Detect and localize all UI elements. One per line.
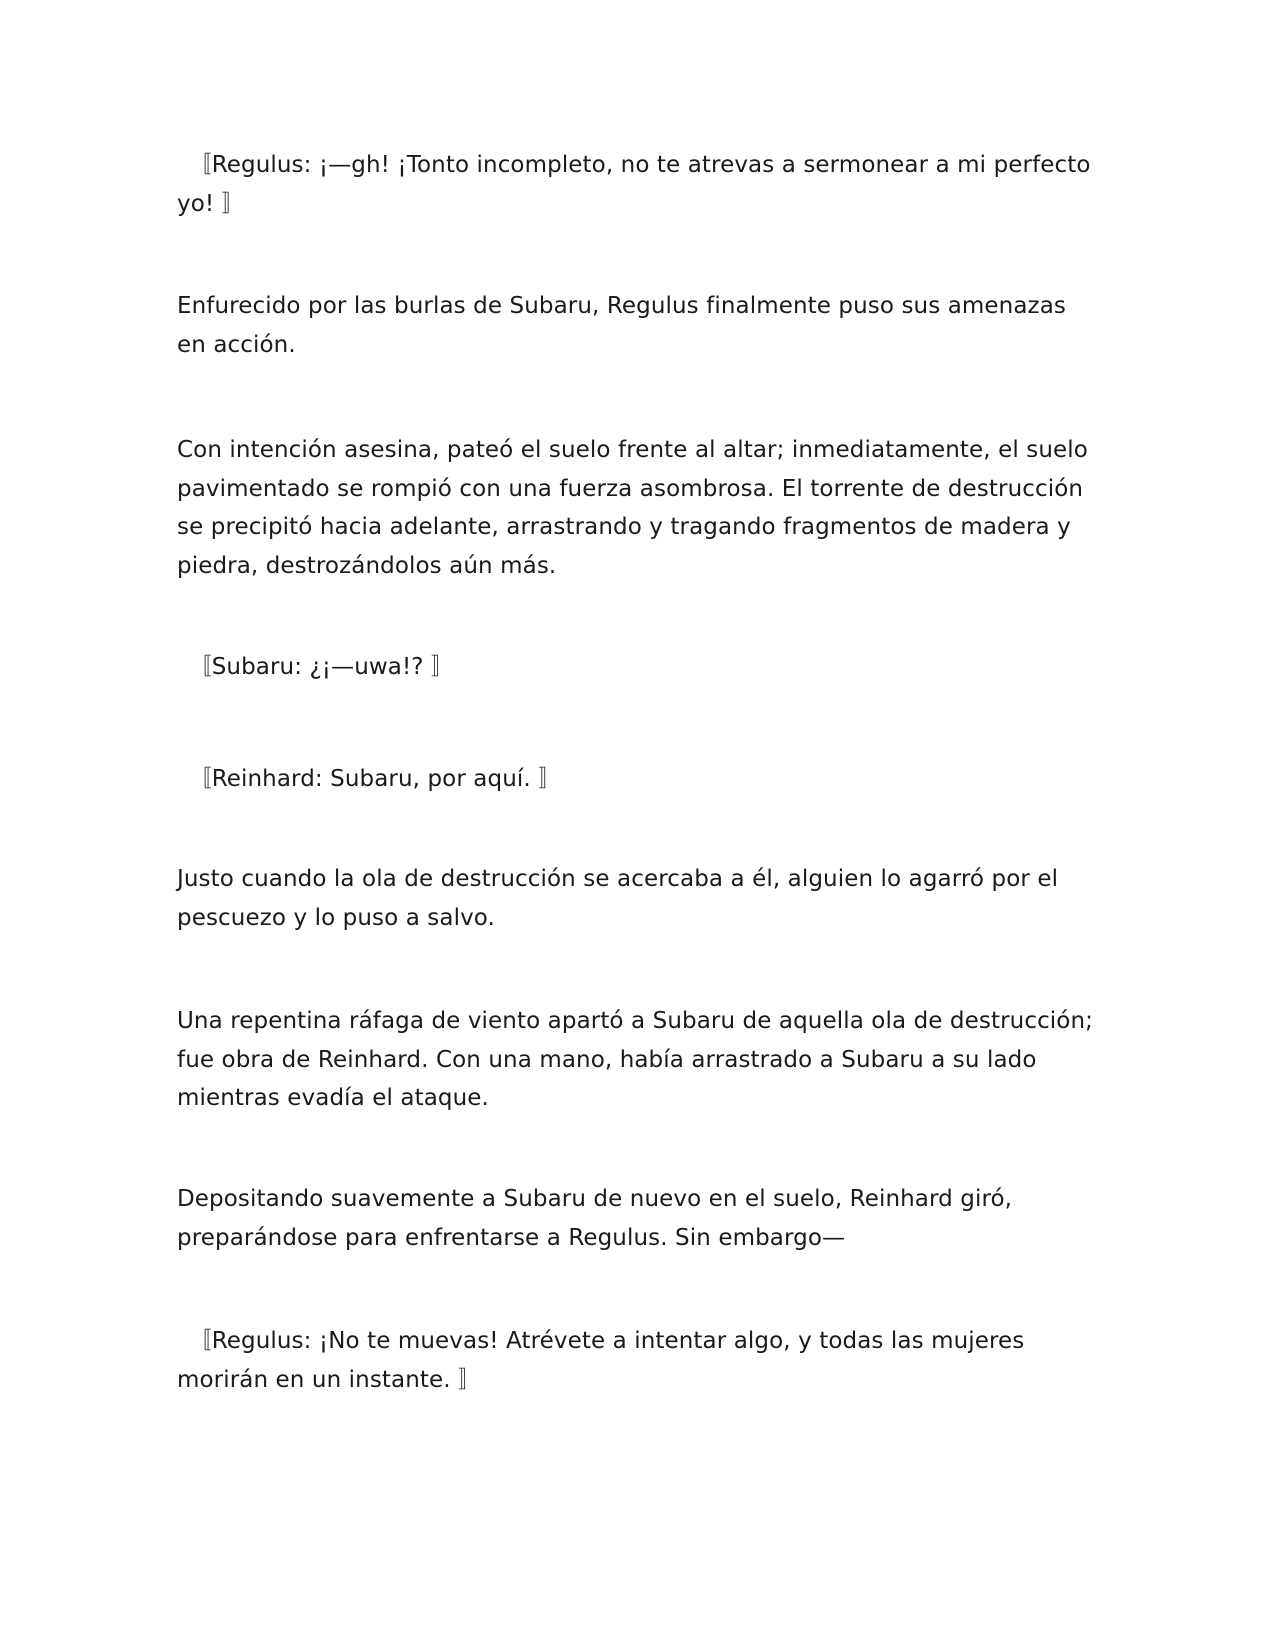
paragraph-narration-1: Enfurecido por las burlas de Subaru, Regulus finalmente puso sus amenazas en acción. bbox=[177, 293, 1066, 358]
paragraph-regulus-dialogue-1: 〚Regulus: ¡—gh! ¡Tonto incompleto, no te atrevas a sermonear a mi perfecto yo! 〛 bbox=[177, 152, 1091, 217]
paragraph-narration-5: Depositando suavemente a Subaru de nuevo en el suelo, Reinhard giró, preparándose para enfrentarse a Regulus. Sin embargo— bbox=[177, 1186, 1013, 1251]
paragraph-narration-2: Con intención asesina, pateó el suelo frente al altar; inmediatamente, el suelo pavimentado se rompió con una fuerza asombrosa. El torrente de destrucción se precipitó hacia adelante, arrastrando y tragando fragmentos de madera y piedra, destrozándolos aún más. bbox=[177, 437, 1088, 579]
paragraph-subaru-dialogue: 〚Subaru: ¿¡—uwa!? 〛 bbox=[177, 654, 455, 680]
paragraph-regulus-dialogue-2: 〚Regulus: ¡No te muevas! Atrévete a intentar algo, y todas las mujeres morirán en un instante. 〛 bbox=[177, 1328, 1025, 1393]
paragraph-narration-4: Una repentina ráfaga de viento apartó a Subaru de aquella ola de destrucción; fue obra de Reinhard. Con una mano, había arrastrado a Subaru a su lado mientras evadía el ataque. bbox=[177, 1008, 1093, 1111]
paragraph-narration-3: Justo cuando la ola de destrucción se acercaba a él, alguien lo agarró por el pescuezo y lo puso a salvo. bbox=[177, 866, 1059, 931]
paragraph-reinhard-dialogue: 〚Reinhard: Subaru, por aquí. 〛 bbox=[177, 766, 562, 792]
